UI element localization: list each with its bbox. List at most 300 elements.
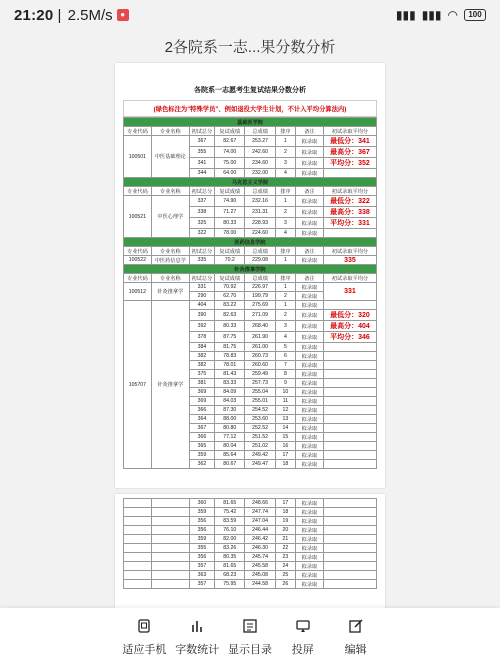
table-cell: 246.42 [245, 535, 275, 544]
column-header: 专业名称 [151, 127, 189, 136]
table-cell: 22 [275, 544, 295, 553]
table-cell: 244.58 [245, 580, 275, 589]
column-header: 专业名称 [151, 187, 189, 196]
table-cell: 拟录取 [296, 169, 324, 178]
table-cell [323, 433, 376, 442]
score-table-continued [123, 498, 377, 589]
table-cell: 6 [275, 352, 295, 361]
table-cell: 拟录取 [296, 415, 324, 424]
table-cell [151, 535, 189, 544]
table-cell: 3 [275, 321, 295, 332]
table-cell: 245.58 [245, 562, 275, 571]
table-cell [151, 508, 189, 517]
table-cell: 85.64 [215, 451, 245, 460]
college-band-row [124, 265, 377, 274]
table-cell: 253.27 [245, 136, 275, 147]
table-cell [323, 352, 376, 361]
bottom-toolbar [0, 608, 500, 666]
table-cell: 275.69 [245, 301, 275, 310]
table-cell: 拟录取 [296, 283, 324, 292]
column-header: 总成绩 [245, 274, 275, 283]
column-header: 排序 [275, 274, 295, 283]
table-cell [323, 526, 376, 535]
table-cell: 拟录取 [296, 424, 324, 433]
table-cell: 253.60 [245, 415, 275, 424]
table-cell: 74.90 [215, 196, 245, 207]
table-cell [151, 544, 189, 553]
cast-icon [295, 618, 311, 641]
score-stat: 最低分：322 [323, 196, 376, 207]
table-cell: 1 [275, 256, 295, 265]
table-cell: 64.00 [215, 169, 245, 178]
toolbar-button-cast[interactable] [276, 618, 329, 657]
table-cell: 拟录取 [296, 361, 324, 370]
table-cell: 338 [189, 207, 214, 218]
table-cell: 17 [275, 451, 295, 460]
table-cell [323, 343, 376, 352]
table-cell [323, 397, 376, 406]
table-cell [124, 580, 152, 589]
table-cell: 拟录取 [296, 553, 324, 562]
table-cell: 78.83 [215, 352, 245, 361]
table-cell: 322 [189, 229, 214, 238]
table-cell [124, 571, 152, 580]
notification-badge-icon: ● [117, 9, 129, 21]
table-cell: 87.30 [215, 406, 245, 415]
table-cell [323, 301, 376, 310]
table-cell: 366 [189, 406, 214, 415]
table-cell: 拟录取 [296, 397, 324, 406]
college-band-row [124, 238, 377, 247]
table-cell: 拟录取 [296, 526, 324, 535]
table-cell: 254.52 [245, 406, 275, 415]
toolbar-button-bar-stats[interactable] [171, 618, 224, 657]
table-cell [323, 415, 376, 424]
table-cell: 404 [189, 301, 214, 310]
table-cell [151, 499, 189, 508]
table-cell: 拟录取 [296, 218, 324, 229]
table-cell: 367 [189, 424, 214, 433]
avg-score: 331 [323, 283, 376, 301]
table-cell: 23 [275, 553, 295, 562]
table-cell [124, 499, 152, 508]
header-row [124, 274, 377, 283]
table-cell: 255.04 [245, 388, 275, 397]
column-header: 排序 [275, 127, 295, 136]
column-header: 专业代码 [124, 247, 152, 256]
table-cell: 335 [189, 256, 214, 265]
table-cell: 16 [275, 442, 295, 451]
major-name: 中医药信息学 [151, 256, 189, 265]
table-cell: 260.60 [245, 361, 275, 370]
table-cell: 2 [275, 292, 295, 301]
score-stat: 平均分：352 [323, 158, 376, 169]
table-cell: 247.04 [245, 517, 275, 526]
column-header: 初试录取平均分 [323, 247, 376, 256]
table-cell: 381 [189, 379, 214, 388]
table-cell: 拟录取 [296, 544, 324, 553]
table-cell [323, 406, 376, 415]
table-cell: 363 [189, 571, 214, 580]
table-cell: 拟录取 [296, 433, 324, 442]
table-cell: 拟录取 [296, 321, 324, 332]
table-cell: 82.67 [215, 136, 245, 147]
table-cell: 83.33 [215, 379, 245, 388]
table-cell: 80.35 [215, 553, 245, 562]
toolbar-button-fit-screen[interactable] [118, 618, 171, 657]
column-header: 备注 [296, 274, 324, 283]
table-cell [323, 460, 376, 469]
table-cell: 拟录取 [296, 562, 324, 571]
table-cell: 378 [189, 332, 214, 343]
table-cell [323, 553, 376, 562]
table-cell: 234.60 [245, 158, 275, 169]
major-name: 针灸推拿学 [151, 301, 189, 469]
column-header: 总成绩 [245, 187, 275, 196]
college-name: 医药信息学院 [124, 238, 377, 247]
table-cell: 337 [189, 196, 214, 207]
table-cell: 249.47 [245, 460, 275, 469]
score-stat: 最高分：338 [323, 207, 376, 218]
table-cell: 13 [275, 415, 295, 424]
toolbar-label: 投屏 [291, 643, 314, 656]
table-cell: 70.92 [215, 283, 245, 292]
table-cell: 71.27 [215, 207, 245, 218]
table-cell: 229.08 [245, 256, 275, 265]
table-cell [151, 562, 189, 571]
table-cell: 75.42 [215, 508, 245, 517]
table-cell: 74.00 [215, 147, 245, 158]
table-cell [323, 229, 376, 238]
table-cell: 76.10 [215, 526, 245, 535]
table-cell: 356 [189, 526, 214, 535]
table-cell: 拟录取 [296, 292, 324, 301]
table-cell: 5 [275, 343, 295, 352]
table-cell: 341 [189, 158, 214, 169]
table-cell: 25 [275, 571, 295, 580]
column-header: 复试成绩 [215, 247, 245, 256]
major-code: 100501 [124, 136, 152, 178]
table-cell [151, 517, 189, 526]
table-cell: 4 [275, 332, 295, 343]
table-cell [323, 544, 376, 553]
table-cell: 拟录取 [296, 460, 324, 469]
table-cell: 355 [189, 544, 214, 553]
table-cell: 12 [275, 406, 295, 415]
table-cell: 19 [275, 517, 295, 526]
network-speed: 2.5M/s [67, 6, 113, 24]
table-cell: 4 [275, 169, 295, 178]
table-cell: 拟录取 [296, 535, 324, 544]
table-cell [323, 535, 376, 544]
table-cell [151, 580, 189, 589]
table-cell: 357 [189, 580, 214, 589]
table-cell: 拟录取 [296, 343, 324, 352]
table-cell: 拟录取 [296, 571, 324, 580]
table-cell: 75.00 [215, 158, 245, 169]
table-row [124, 535, 377, 544]
column-header: 初试总分 [189, 127, 214, 136]
column-header: 专业名称 [151, 274, 189, 283]
college-name: 基础医学院 [124, 118, 377, 127]
table-cell: 83.26 [215, 544, 245, 553]
signal-icon-2: ▮▮▮ [421, 8, 442, 22]
column-header: 专业代码 [124, 274, 152, 283]
toolbar-label: 适应手机 [122, 643, 167, 656]
table-cell: 4 [275, 229, 295, 238]
score-table [123, 117, 377, 469]
table-row [124, 283, 377, 292]
table-cell: 245.74 [245, 553, 275, 562]
table-cell: 356 [189, 517, 214, 526]
table-cell: 88.00 [215, 415, 245, 424]
table-cell: 369 [189, 388, 214, 397]
score-stat: 平均分：346 [323, 332, 376, 343]
table-row [124, 499, 377, 508]
bar-stats-icon [189, 618, 205, 641]
table-cell [124, 562, 152, 571]
table-cell: 384 [189, 343, 214, 352]
column-header: 总成绩 [245, 127, 275, 136]
column-header: 总成绩 [245, 247, 275, 256]
table-cell: 255.01 [245, 397, 275, 406]
table-cell: 拟录取 [296, 196, 324, 207]
table-cell: 拟录取 [296, 332, 324, 343]
table-cell: 20 [275, 526, 295, 535]
column-header: 排序 [275, 187, 295, 196]
table-cell: 1 [275, 196, 295, 207]
table-cell: 81.65 [215, 499, 245, 508]
table-cell [323, 451, 376, 460]
table-cell: 77.12 [215, 433, 245, 442]
table-cell: 21 [275, 535, 295, 544]
header-row [124, 127, 377, 136]
table-cell [323, 169, 376, 178]
major-name: 中医心理学 [151, 196, 189, 238]
table-cell: 10 [275, 388, 295, 397]
table-row [124, 562, 377, 571]
table-cell [124, 526, 152, 535]
major-code: 105707 [124, 301, 152, 469]
score-stat: 最高分：367 [323, 147, 376, 158]
table-cell [124, 535, 152, 544]
table-cell: 拟录取 [296, 136, 324, 147]
table-cell: 355 [189, 147, 214, 158]
table-cell: 367 [189, 136, 214, 147]
table-row [124, 526, 377, 535]
table-cell: 251.52 [245, 433, 275, 442]
table-cell: 80.33 [215, 321, 245, 332]
table-cell: 390 [189, 310, 214, 321]
table-cell: 359 [189, 451, 214, 460]
table-cell: 366 [189, 433, 214, 442]
header-row [124, 247, 377, 256]
table-cell: 290 [189, 292, 214, 301]
table-cell [323, 388, 376, 397]
column-header: 初试总分 [189, 187, 214, 196]
table-cell: 232.00 [245, 169, 275, 178]
college-name: 马克思主义学院 [124, 178, 377, 187]
table-cell: 3 [275, 158, 295, 169]
table-cell: 228.93 [245, 218, 275, 229]
table-cell: 257.73 [245, 379, 275, 388]
college-name: 针灸推拿学院 [124, 265, 377, 274]
table-cell: 248.66 [245, 499, 275, 508]
table-cell: 拟录取 [296, 310, 324, 321]
table-cell: 1 [275, 136, 295, 147]
table-row [124, 508, 377, 517]
column-header: 复试成绩 [215, 274, 245, 283]
major-name: 针灸推拿学 [151, 283, 189, 301]
table-cell: 18 [275, 508, 295, 517]
score-stat: 最低分：320 [323, 310, 376, 321]
table-cell: 382 [189, 361, 214, 370]
table-cell: 拟录取 [296, 499, 324, 508]
table-row [124, 571, 377, 580]
column-header: 专业代码 [124, 187, 152, 196]
table-cell: 拟录取 [296, 451, 324, 460]
column-header: 专业名称 [151, 247, 189, 256]
table-cell: 83.22 [215, 301, 245, 310]
table-cell: 382 [189, 352, 214, 361]
table-cell [124, 508, 152, 517]
score-stat: 平均分：331 [323, 218, 376, 229]
table-cell [323, 361, 376, 370]
table-cell: 251.02 [245, 442, 275, 451]
edit-icon [348, 618, 364, 641]
table-cell: 2 [275, 207, 295, 218]
table-row [124, 517, 377, 526]
table-cell: 3 [275, 218, 295, 229]
table-cell: 331 [189, 283, 214, 292]
table-cell: 357 [189, 562, 214, 571]
major-name: 中医基础理论 [151, 136, 189, 178]
column-header: 初试总分 [189, 247, 214, 256]
table-cell: 271.09 [245, 310, 275, 321]
document-title[interactable]: 2各院系一志...果分数分析 [164, 39, 336, 56]
table-row [124, 196, 377, 207]
table-cell [323, 424, 376, 433]
table-cell [323, 517, 376, 526]
table-cell: 247.74 [245, 508, 275, 517]
table-cell: 70.2 [215, 256, 245, 265]
table-cell: 224.60 [245, 229, 275, 238]
table-cell: 拟录取 [296, 379, 324, 388]
table-cell: 18 [275, 460, 295, 469]
table-note: (绿色标注为"特殊学员"、例如退役大学生计划，不计入平均分算法内) [123, 100, 377, 117]
table-cell: 246.44 [245, 526, 275, 535]
toolbar-button-toc[interactable] [224, 618, 277, 657]
table-cell: 226.97 [245, 283, 275, 292]
avg-score: 335 [323, 256, 376, 265]
table-cell: 80.67 [215, 460, 245, 469]
status-time: 21:20 [14, 6, 54, 24]
column-header: 备注 [296, 187, 324, 196]
table-cell: 拟录取 [296, 229, 324, 238]
table-cell: 252.52 [245, 424, 275, 433]
score-stat: 最高分：404 [323, 321, 376, 332]
column-header: 备注 [296, 127, 324, 136]
table-cell: 356 [189, 553, 214, 562]
table-row [124, 544, 377, 553]
table-cell: 拟录取 [296, 442, 324, 451]
table-cell: 369 [189, 397, 214, 406]
table-cell: 232.16 [245, 196, 275, 207]
table-cell: 359 [189, 535, 214, 544]
column-header: 初试录取平均分 [323, 187, 376, 196]
column-header: 复试成绩 [215, 127, 245, 136]
table-cell: 78.00 [215, 229, 245, 238]
signal-icon: ▮▮▮ [395, 8, 416, 22]
table-cell: 拟录取 [296, 256, 324, 265]
table-cell: 1 [275, 283, 295, 292]
table-cell [323, 571, 376, 580]
table-cell: 80.80 [215, 424, 245, 433]
table-cell: 360 [189, 499, 214, 508]
table-cell: 81.75 [215, 343, 245, 352]
table-cell: 68.23 [215, 571, 245, 580]
table-cell: 拟录取 [296, 508, 324, 517]
table-cell: 80.04 [215, 442, 245, 451]
table-row [124, 580, 377, 589]
table-cell: 拟录取 [296, 370, 324, 379]
table-cell: 364 [189, 415, 214, 424]
document-page-1[interactable] [115, 63, 385, 488]
table-cell: 14 [275, 424, 295, 433]
column-header: 初试录取平均分 [323, 274, 376, 283]
table-cell: 344 [189, 169, 214, 178]
table-cell: 81.65 [215, 562, 245, 571]
status-bar: 21:20 | 2.5M/s ● ▮▮▮ ▮▮▮ ◠ 100 [0, 0, 500, 30]
column-header: 排序 [275, 247, 295, 256]
table-cell: 拟录取 [296, 406, 324, 415]
toolbar-button-edit[interactable] [329, 618, 382, 657]
column-header: 初试录取平均分 [323, 127, 376, 136]
table-cell: 拟录取 [296, 301, 324, 310]
table-cell: 75.95 [215, 580, 245, 589]
table-cell: 拟录取 [296, 147, 324, 158]
table-cell: 365 [189, 442, 214, 451]
table-cell [323, 562, 376, 571]
table-cell: 拟录取 [296, 580, 324, 589]
table-cell: 375 [189, 370, 214, 379]
table-cell: 83.59 [215, 517, 245, 526]
table-cell: 325 [189, 218, 214, 229]
table-title: 各院系一志愿考生复试结果分数分析 [194, 87, 306, 94]
toolbar-label: 显示目录 [227, 643, 272, 656]
table-cell: 359 [189, 508, 214, 517]
major-code: 100512 [124, 283, 152, 301]
score-stat: 最低分：341 [323, 136, 376, 147]
table-cell [323, 499, 376, 508]
table-cell: 249.42 [245, 451, 275, 460]
table-cell: 17 [275, 499, 295, 508]
table-cell: 24 [275, 562, 295, 571]
table-cell: 26 [275, 580, 295, 589]
table-cell: 1 [275, 301, 295, 310]
table-cell [124, 544, 152, 553]
toolbar-label: 编辑 [344, 643, 367, 656]
table-cell [323, 442, 376, 451]
table-cell: 261.00 [245, 343, 275, 352]
battery-icon: 100 [464, 9, 486, 21]
table-cell: 9 [275, 379, 295, 388]
table-cell [323, 379, 376, 388]
table-cell: 81.43 [215, 370, 245, 379]
table-cell: 82.00 [215, 535, 245, 544]
table-cell: 87.75 [215, 332, 245, 343]
table-cell: 246.30 [245, 544, 275, 553]
